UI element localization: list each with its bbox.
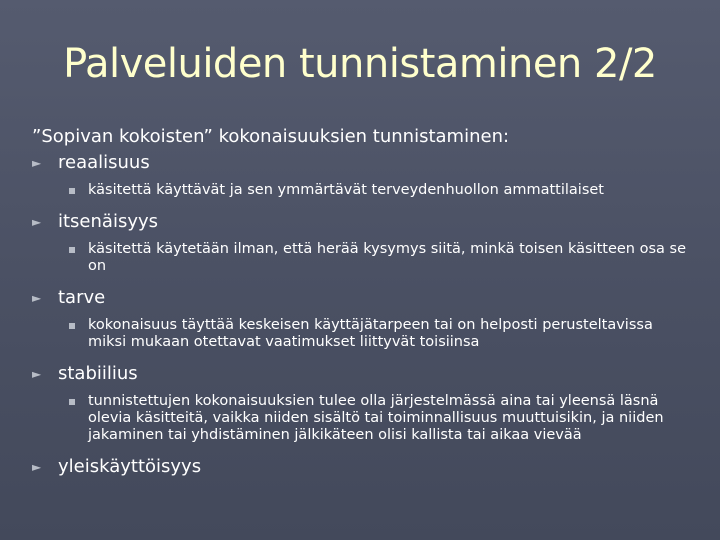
triangle-arrow-icon: ► — [32, 291, 42, 305]
list-item-label: yleiskäyttöisyys — [58, 456, 202, 477]
sub-item-stabiilius — [32, 393, 692, 444]
list-item-label: tarve — [58, 287, 106, 308]
square-bullet-icon — [69, 323, 75, 329]
list-item-label: reaalisuus — [58, 152, 150, 173]
square-bullet-icon — [69, 247, 75, 253]
sub-item-reaalisuus — [32, 182, 692, 199]
list-item-tarve — [32, 285, 692, 311]
list-item-label: stabiilius — [58, 363, 138, 384]
triangle-arrow-icon: ► — [32, 460, 42, 474]
sub-item-text: kokonaisuus täyttää keskeisen käyttäjätarpeen tai on helposti perusteltavissa miksi mukaan otettavat vaatimukset liittyvät toisiinsa — [88, 317, 653, 350]
sub-item-text: käsitettä käyttävät ja sen ymmärtävät terveydenhuollon ammattilaiset — [88, 182, 604, 198]
triangle-arrow-icon: ► — [32, 367, 42, 381]
slide-body — [32, 124, 692, 480]
sub-item-text: tunnistettujen kokonaisuuksien tulee olla järjestelmässä aina tai yleensä läsnä olevia käsitteitä, vaikka niiden sisältö tai toiminnallisuus muuttuisikin, ja niiden jakaminen tai yhdistäminen jälkikäteen olisi kallista tai aikaa vievää — [88, 393, 664, 443]
triangle-arrow-icon: ► — [32, 215, 42, 229]
list-item-yleiskayttoisyys — [32, 454, 692, 480]
list-item-reaalisuus — [32, 150, 692, 176]
list-item-label: itsenäisyys — [58, 211, 159, 232]
list-item-itsenaisyys — [32, 209, 692, 235]
sub-item-tarve — [32, 317, 692, 351]
list-item-stabiilius — [32, 361, 692, 387]
sub-item-text: käsitettä käytetään ilman, että herää kysymys siitä, minkä toisen käsitteen osa se on — [88, 241, 686, 274]
square-bullet-icon — [69, 399, 75, 405]
square-bullet-icon — [69, 188, 75, 194]
triangle-arrow-icon: ► — [32, 156, 42, 170]
intro-text: ”Sopivan kokoisten” kokonaisuuksien tunnistaminen: — [32, 126, 510, 147]
slide-title: Palveluiden tunnistaminen 2/2 — [63, 41, 657, 87]
sub-item-itsenaisyys — [32, 241, 692, 275]
